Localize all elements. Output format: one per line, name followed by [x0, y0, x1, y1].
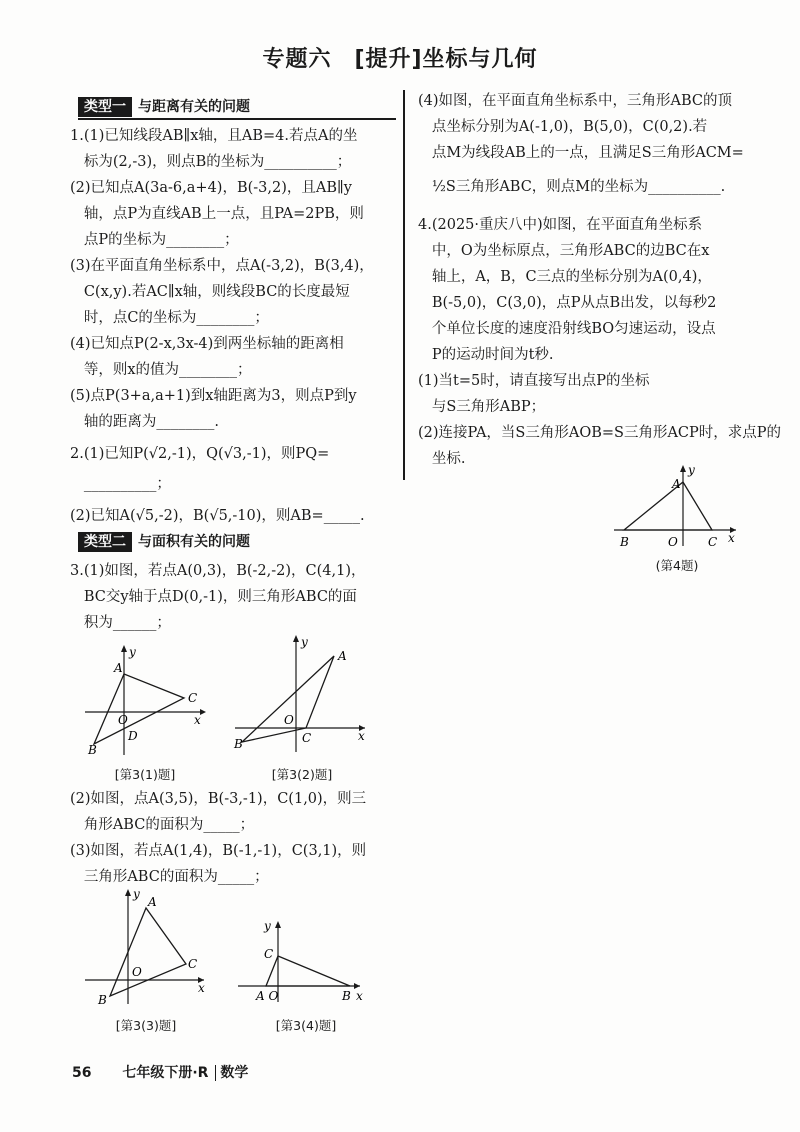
text-line: (4)已知点P(2-x,3x-4)到两坐标轴的距离相 [70, 336, 344, 352]
figure-caption: (第4题) [655, 558, 699, 573]
figure-3-1 [80, 640, 210, 760]
label-C: C [708, 535, 718, 549]
left-column-question-3-1 [70, 558, 400, 636]
text-line: 三角形ABC的面积为_____； [70, 869, 269, 885]
text-line: 角形ABC的面积为_____； [70, 817, 255, 833]
label-O: O [118, 713, 128, 727]
text-line: 等，则x的值为________； [70, 362, 252, 378]
subject-name: 数学 [215, 1065, 248, 1081]
left-column-question-3-2-3 [70, 786, 400, 890]
text-line: BC交y轴于点D(0,-1)，则三角形ABC的面 [70, 589, 357, 605]
text-line: (2)已知点A(3a-6,a+4)，B(-3,2)，且AB∥y [70, 180, 352, 196]
label-C: C [188, 957, 198, 971]
text-line: 2.(1)已知P(√2,-1)，Q(√3,-1)，则PQ= [70, 446, 330, 462]
section-label: 与面积有关的问题 [138, 534, 250, 550]
figure-caption: [第3(2)题] [271, 767, 333, 782]
text-line: 点坐标分别为A(-1,0)，B(5,0)，C(0,2).若 [418, 119, 708, 135]
page-title: 专题六 [提升]坐标与几何 [262, 47, 538, 72]
text-line: (2)连接PA，当S三角形AOB=S三角形ACP时，求点P的 [418, 425, 782, 441]
section-header-distance [78, 96, 396, 116]
figure-3-2 [230, 632, 370, 758]
figure-4 [612, 462, 742, 554]
text-line: 点M为线段AB上的一点，且满足S三角形ACM= [418, 145, 744, 161]
label-D: D [128, 729, 138, 743]
label-A: A [148, 895, 157, 909]
label-B: B [234, 737, 243, 751]
book-name: 七年级下册·R [122, 1065, 209, 1081]
text-line: 标为(2,-3)，则点B的坐标为__________； [70, 154, 352, 170]
left-column-questions-1-2 [70, 123, 400, 529]
section-tag: 类型二 [78, 532, 132, 552]
label-y: y [264, 919, 271, 933]
label-B: B [342, 989, 351, 1003]
label-y: y [129, 645, 136, 659]
label-AO: A O [256, 989, 279, 1003]
label-O: O [284, 713, 294, 727]
figure-caption: [第3(1)题] [114, 767, 176, 782]
label-x: x [358, 729, 365, 743]
label-C: C [188, 691, 198, 705]
label-x: x [356, 989, 363, 1003]
label-O: O [132, 965, 142, 979]
text-line: (1)当t=5时，请直接写出点P的坐标 [418, 373, 650, 389]
figure-caption: [第3(4)题] [275, 1018, 337, 1033]
text-line: C(x,y).若AC∥x轴，则线段BC的长度最短 [70, 284, 350, 300]
label-B: B [620, 535, 629, 549]
text-line: 个单位长度的速度沿射线BO匀速运动，设点 [418, 321, 716, 337]
section-label: 与距离有关的问题 [138, 99, 250, 115]
text-line: (3)在平面直角坐标系中，点A(-3,2)，B(3,4)， [70, 258, 374, 274]
text-line: (2)如图，点A(3,5)，B(-3,-1)，C(1,0)，则三 [70, 791, 367, 807]
figure-caption: [第3(3)题] [115, 1018, 177, 1033]
label-A: A [114, 661, 123, 675]
text-line: 坐标. [418, 451, 466, 467]
text-line: (3)如图，若点A(1,4)，B(-1,-1)，C(3,1)，则 [70, 843, 367, 859]
figure-3-4 [236, 916, 366, 1008]
page-number: 56 [72, 1065, 92, 1081]
text-line: 点P的坐标为________； [70, 232, 239, 248]
text-line: (5)点P(3+a,a+1)到x轴距离为3，则点P到y [70, 388, 357, 404]
text-line: 轴的距离为________. [70, 414, 219, 430]
page-footer [72, 1062, 248, 1082]
label-B: B [98, 993, 107, 1007]
label-x: x [728, 531, 735, 545]
label-y: y [688, 463, 695, 477]
label-O: O [668, 535, 678, 549]
text-line: 时，点C的坐标为________； [70, 310, 269, 326]
text-line: 与S三角形ABP； [418, 399, 546, 415]
label-y: y [133, 887, 140, 901]
text-line: B(-5,0)，C(3,0)，点P从点B出发，以每秒2 [418, 295, 717, 311]
text-line: 4.(2025·重庆八中)如图，在平面直角坐标系 [418, 217, 703, 233]
label-x: x [198, 981, 205, 995]
section-header-area [78, 531, 396, 551]
text-line: 中，O为坐标原点，三角形ABC的边BC在x [418, 243, 710, 259]
text-line: 轴，点P为直线AB上一点，且PA=2PB，则 [70, 206, 364, 222]
section-tag: 类型一 [78, 97, 132, 117]
label-C: C [302, 731, 312, 745]
text-line: ½S三角形ABC，则点M的坐标为__________. [418, 179, 726, 195]
text-line: 积为______； [70, 615, 171, 631]
text-line: 3.(1)如图，若点A(0,3)，B(-2,-2)，C(4,1)， [70, 563, 366, 579]
label-y: y [301, 635, 308, 649]
label-A: A [338, 649, 347, 663]
label-x: x [194, 713, 201, 727]
label-B: B [88, 743, 97, 757]
text-line: P的运动时间为t秒. [418, 347, 554, 363]
label-C: C [264, 947, 274, 961]
text-line: (2)已知A(√5,-2)，B(√5,-10)，则AB=_____. [70, 508, 365, 524]
label-A: A [672, 477, 681, 491]
text-line: 1.(1)已知线段AB∥x轴，且AB=4.若点A的坐 [70, 128, 358, 144]
column-divider [403, 90, 405, 480]
text-line: 轴上，A，B，C三点的坐标分别为A(0,4)， [418, 269, 712, 285]
right-column-questions [418, 88, 782, 472]
figure-3-3 [80, 884, 210, 1009]
text-line: (4)如图，在平面直角坐标系中，三角形ABC的顶 [418, 93, 733, 109]
text-line: __________； [70, 476, 171, 492]
